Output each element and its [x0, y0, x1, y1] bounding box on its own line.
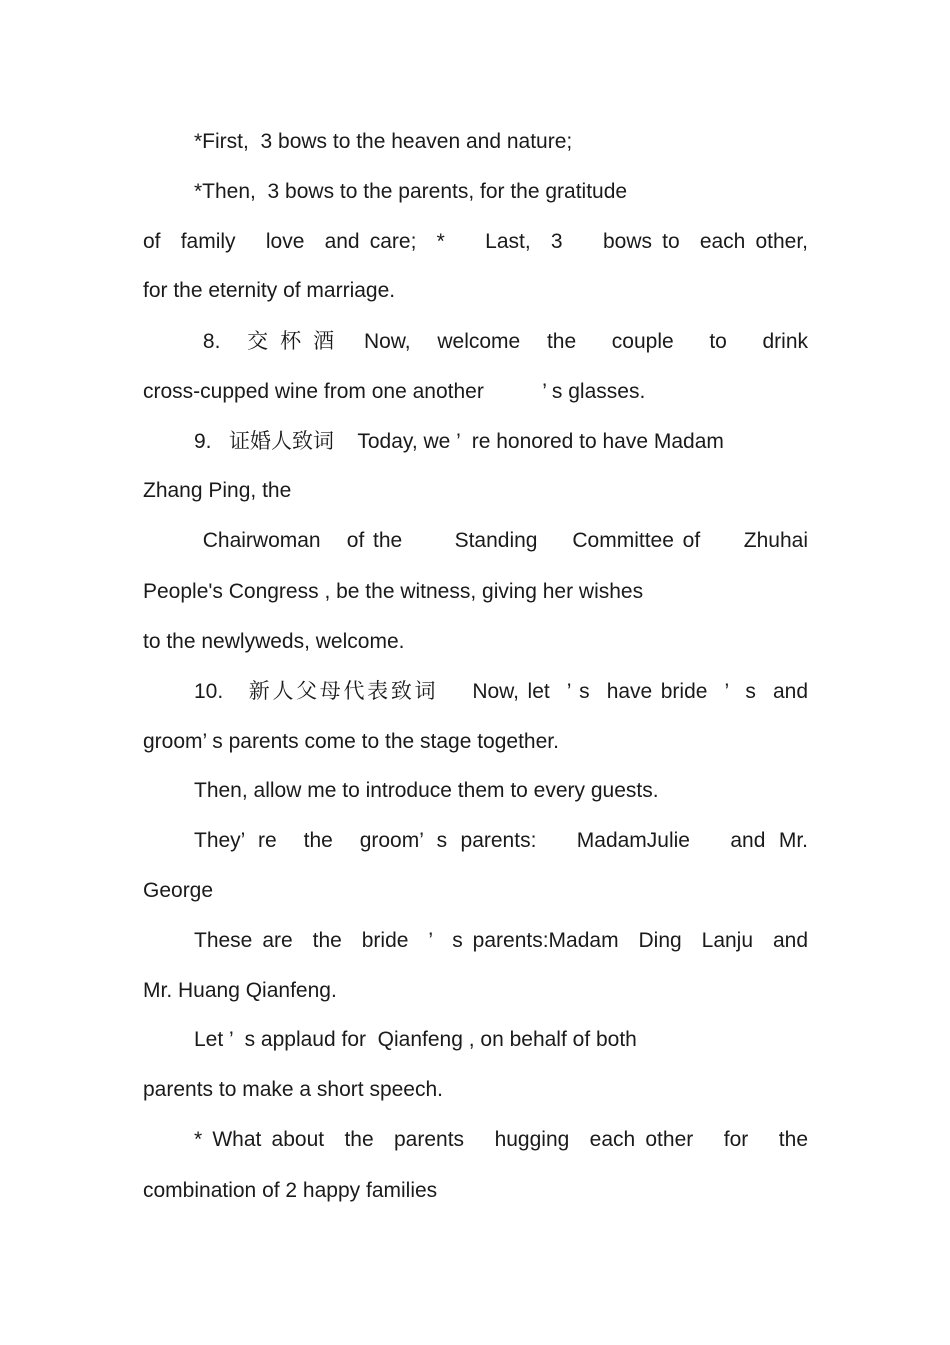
text-line: Zhang Ping, the — [143, 479, 292, 502]
text-line: groom’ s parents come to the stage together. — [143, 730, 559, 753]
text-line: *First, 3 bows to the heaven and nature; — [194, 130, 573, 153]
text-line: for the eternity of marriage. — [143, 279, 396, 302]
text-line: combination of 2 happy families — [143, 1179, 438, 1202]
text-line: 10. 新人父母代表致词 Now, let ’ s have bride ’ s and — [194, 680, 808, 703]
text-line: Mr. Huang Qianfeng. — [143, 979, 337, 1002]
text-line: 9. 证婚人致词 Today, we ’ re honored to have Madam — [194, 430, 724, 453]
text-line: parents to make a short speech. — [143, 1078, 443, 1101]
text-line: George — [143, 879, 214, 902]
text-line: 8. 交 杯 酒 Now, welcome the couple to drink — [194, 330, 808, 353]
text-line: Let ’ s applaud for Qianfeng , on behalf of both — [194, 1028, 637, 1051]
text-line: cross-cupped wine from one another ’ s glasses. — [143, 380, 646, 403]
text-line: These are the bride ’ s parents:Madam Ding Lanju and — [194, 929, 808, 952]
text-line: to the newlyweds, welcome. — [143, 630, 405, 653]
text-line: * What about the parents hugging each other for the — [194, 1128, 808, 1151]
text-line: Then, allow me to introduce them to every guests. — [194, 779, 659, 802]
text-line: *Then, 3 bows to the parents, for the gratitude — [194, 180, 628, 203]
text-line: They’ re the groom’ s parents: MadamJulie and Mr. — [194, 829, 808, 852]
text-line: of family love and care; * Last, 3 bows to each other, — [143, 230, 808, 253]
text-line: Chairwoman of the Standing Committee of Zhuhai — [194, 529, 808, 552]
text-line: People's Congress , be the witness, giving her wishes — [143, 580, 644, 603]
